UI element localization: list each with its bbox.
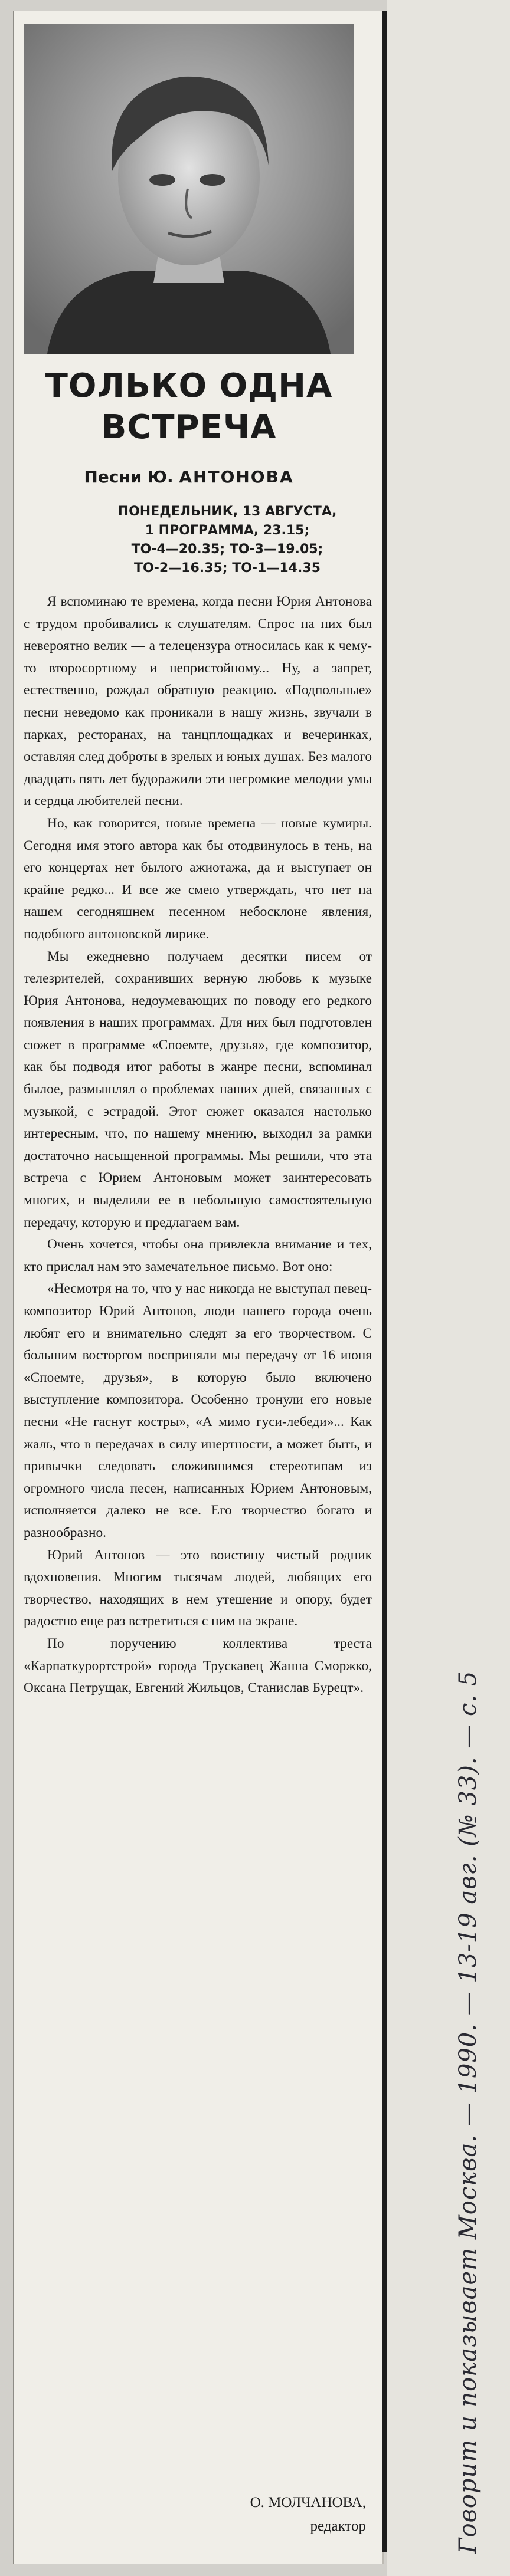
margin-strip <box>387 0 510 2576</box>
body-paragraph: Очень хочется, чтобы она привлекла внимание и тех, кто прислал нам это замечательное письмо. Вот оно: <box>24 1237 372 1274</box>
column-rule <box>382 11 387 2552</box>
subhead-prefix: Песни Ю. <box>84 467 174 487</box>
body-paragraph: Я вспоминаю те времена, когда песни Юрия Антонова с трудом пробивались к слушателям. Спрос на них был невероятно велик — а телецензура относилась как к чему-то второсортному и непристойному... Ну, а запрет, естественно, рождал обратную реакцию. «Подпольные» песни неведомо как проникали в нашу жизнь, звучали в парках, ресторанах, на танцплощадках и вечеринках, оставляя след доброты в зрелых и юных душах. Без малого двадцать пять лет будоражили эти негромкие мелодии умы и сердца любителей песни. <box>24 594 372 809</box>
author-role: редактор <box>310 2518 366 2534</box>
schedule-line: ТО-2—16.35; ТО-1—14.35 <box>134 561 321 576</box>
article-subhead <box>18 467 360 487</box>
schedule-line: ПОНЕДЕЛЬНИК, 13 АВГУСТА, <box>117 504 337 519</box>
headline-line-1: ТОЛЬКО ОДНА <box>45 367 333 405</box>
reader-letter-signatories: По поручению коллектива треста «Карпаткурортстрой» города Трускавец Жанна Сморжко, Оксана Петрущак, Евгений Жильцов, Станислав Бурецт». <box>24 1635 372 1696</box>
schedule-line: 1 ПРОГРАММА, 23.15; <box>145 523 310 538</box>
article-headline <box>18 366 360 448</box>
author-signature <box>177 2491 366 2538</box>
body-paragraph: Мы ежедневно получаем десятки писем от телезрителей, сохранивших верную любовь к музыке Юрия Антонова, недоумевающих по поводу его редкого появления в наших программах. Для них был подготовлен сюжет в программе «Споемте, друзья», где композитор, как бы подводя итог работы в жанре песни, вспоминал былое, размышлял о проблемах наших дней, связанных с музыкой, с эстрадой. Этот сюжет оказался настолько интересным, что, по нашему мнению, выходил за рамки достаточно насыщенной программы. Мы решили, что эта встреча с Юрием Антоновым может заинтересовать многих, и выделили ее в небольшую самостоятельную передачу, которую и предлагаем вам. <box>24 948 372 1230</box>
broadcast-schedule <box>89 502 366 578</box>
body-paragraph: Но, как говорится, новые времена — новые кумиры. Сегодня имя этого автора как бы отодвинулось в тень, на его концертах нет былого ажиотажа, да и выступает он крайне редко... И все же смею утверждать, что нет на нашем сегодняшнем песенном небосклоне явления, подобного антоновской лирике. <box>24 815 372 942</box>
portrait-photo <box>24 24 354 354</box>
schedule-line: ТО-4—20.35; ТО-3—19.05; <box>131 542 323 557</box>
subhead-name: АНТОНОВА <box>179 467 294 487</box>
headline-line-2: ВСТРЕЧА <box>101 408 277 446</box>
author-name: О. МОЛЧАНОВА, <box>250 2495 366 2511</box>
handwritten-source-note: Говорит и показывает Москва. — 1990. — 13-19 авг. (№ 33). — с. 5 <box>455 1670 482 2554</box>
reader-letter: Юрий Антонов — это воистину чистый родник вдохновения. Многим тысячам людей, любящих его творчество, находящих в нем утешение и опору, будет радостно еще раз встретиться с ним на экране. <box>24 1547 372 1629</box>
reader-letter: «Несмотря на то, что у нас никогда не выступал певец-композитор Юрий Антонов, люди нашего города очень любят его и внимательно следят за его творчеством. С большим восторгом восприняли мы передачу от 16 июня «Споемте, друзья», в которую было включено выступление композитора. Особенно тронули его новые песни «Не гаснут костры», «А мимо гуси-лебеди»... Как жаль, что в передачах в силу инертности, а может быть, и привычки следовать сложившимся стереотипам из огромного числа песен, написанных Юрием Антоновым, исполняется далеко не все. Его творчество богато и разнообразно. <box>24 1281 372 1540</box>
article-body <box>24 591 372 2478</box>
portrait-image <box>24 24 354 354</box>
